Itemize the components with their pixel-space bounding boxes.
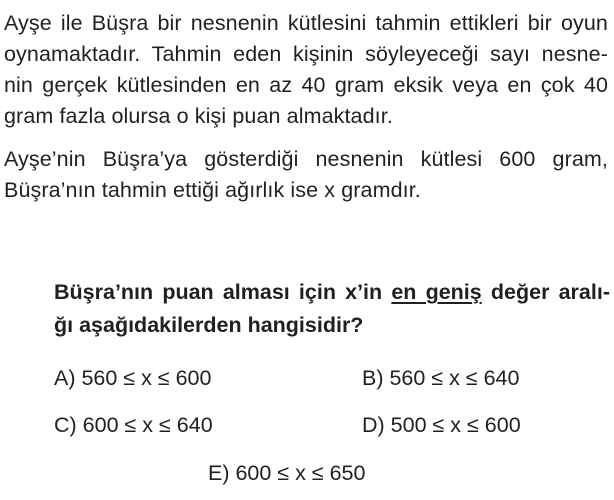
question-emphasis: en geniş <box>391 280 482 304</box>
option-c[interactable]: C) 600 ≤ x ≤ 640 <box>54 413 213 437</box>
question-line-2: ğı aşağıdakilerden hangisidir? <box>54 313 364 337</box>
question-text <box>54 276 610 342</box>
paragraph-1-line-2: oynamaktadır. Tahmin eden kişinin söyleyeceği sayı nesne- <box>4 42 608 66</box>
paragraph-2-line-1: Ayşe’nin Büşra’ya gösterdiği nesnenin kütlesi 600 gram, <box>4 147 608 171</box>
problem-paragraph-1 <box>4 8 608 132</box>
paragraph-1-line-4: gram fazla olursa o kişi puan almaktadır. <box>4 104 393 128</box>
question-line-1-end: değer aralı- <box>481 280 610 304</box>
paragraph-1-line-1: Ayşe ile Büşra bir nesnenin kütlesini tahmin ettikleri bir oyun <box>4 11 608 35</box>
question-line-1 <box>54 276 610 309</box>
option-d[interactable]: D) 500 ≤ x ≤ 600 <box>362 413 521 437</box>
option-b[interactable]: B) 560 ≤ x ≤ 640 <box>362 366 520 390</box>
question-line-1-start: Büşra’nın puan alması için x’in <box>54 280 392 304</box>
paragraph-1-line-3: nin gerçek kütlesinden en az 40 gram eksik veya en çok 40 <box>4 73 608 97</box>
problem-paragraph-2 <box>4 144 608 206</box>
option-a[interactable]: A) 560 ≤ x ≤ 600 <box>54 366 212 390</box>
option-e[interactable]: E) 600 ≤ x ≤ 650 <box>208 461 366 485</box>
paragraph-2-line-2: Büşra’nın tahmin ettiği ağırlık ise x gramdır. <box>4 178 421 202</box>
